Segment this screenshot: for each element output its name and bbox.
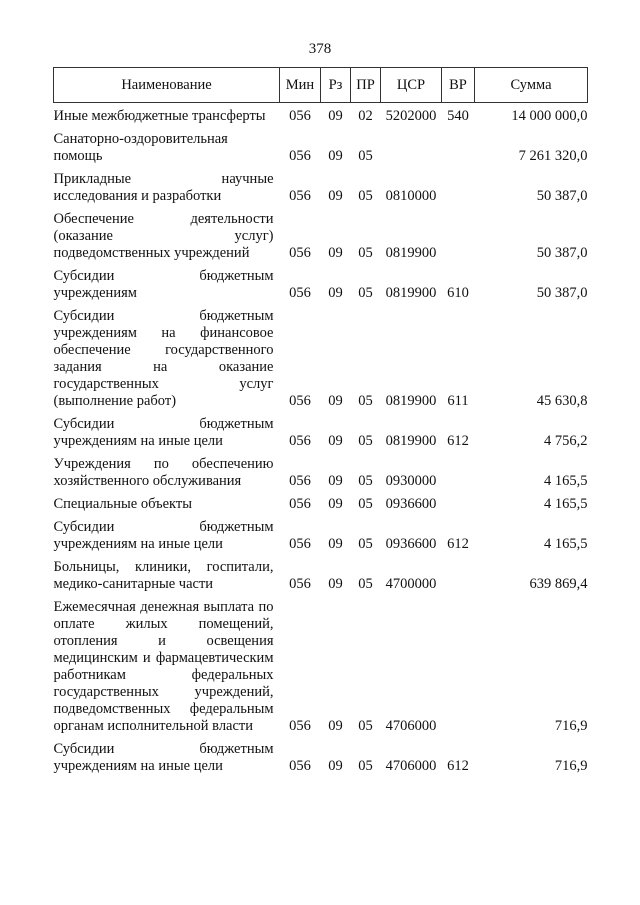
cell-name: Субсидии бюджетным учреждениям на иные цели <box>53 741 274 774</box>
table-row <box>54 410 588 450</box>
cell-rz: 09 <box>328 148 343 164</box>
table-row <box>54 205 588 262</box>
cell-rz: 09 <box>328 108 343 124</box>
cell-sum: 45 630,8 <box>536 393 588 409</box>
cell-sum: 7 261 320,0 <box>518 148 588 164</box>
cell-pr: 05 <box>358 285 373 301</box>
cell-rz: 09 <box>328 433 343 449</box>
cell-csr: 0819900 <box>385 245 437 261</box>
cell-sum: 4 165,5 <box>544 473 588 489</box>
cell-vr: 612 <box>447 758 469 774</box>
cell-name: Обеспечение деятельности (оказание услуг) подведомственных учреждений <box>53 211 274 261</box>
cell-csr: 4700000 <box>385 576 437 592</box>
table-row <box>54 513 588 553</box>
cell-csr: 0810000 <box>385 188 437 204</box>
cell-vr <box>442 125 475 165</box>
cell-min: 056 <box>289 108 311 124</box>
cell-sum: 4 165,5 <box>544 496 588 512</box>
cell-name: Учреждения по обеспечению хозяйственного обслуживания <box>53 456 274 489</box>
header-sum: Сумма <box>475 68 588 103</box>
cell-name: Прикладные научные исследования и разработки <box>53 171 274 204</box>
cell-vr <box>442 165 475 205</box>
cell-name: Больницы, клиники, госпитали, медико-санитарные части <box>53 559 274 592</box>
header-vr: ВР <box>442 68 475 103</box>
cell-rz: 09 <box>328 393 343 409</box>
header-pr: ПР <box>351 68 381 103</box>
budget-table <box>53 67 588 775</box>
cell-name: Субсидии бюджетным учреждениям <box>53 268 274 301</box>
table-body <box>54 103 588 776</box>
cell-csr: 4706000 <box>385 758 437 774</box>
cell-rz: 09 <box>328 473 343 489</box>
cell-rz: 09 <box>328 188 343 204</box>
table-row <box>54 262 588 302</box>
cell-pr: 05 <box>358 473 373 489</box>
cell-min: 056 <box>289 758 311 774</box>
cell-vr: 611 <box>447 393 469 409</box>
cell-name: Ежемесячная денежная выплата по оплате жилых помещений, отопления и освещения медицинским и фармацевтическим работникам федеральных государственных учреждений, подведомственных федеральным органам исполнительной власти <box>53 599 274 734</box>
cell-pr: 05 <box>358 576 373 592</box>
cell-min: 056 <box>289 473 311 489</box>
cell-pr: 05 <box>358 188 373 204</box>
cell-vr <box>442 205 475 262</box>
cell-csr: 4706000 <box>385 718 437 734</box>
cell-sum: 716,9 <box>554 758 588 774</box>
cell-vr <box>442 593 475 735</box>
cell-rz: 09 <box>328 576 343 592</box>
cell-name: Специальные объекты <box>53 496 192 512</box>
cell-name: Иные межбюджетные трансферты <box>53 108 266 124</box>
cell-vr: 540 <box>447 108 469 124</box>
cell-name: Субсидии бюджетным учреждениям на иные цели <box>53 416 274 449</box>
cell-vr: 610 <box>447 285 469 301</box>
cell-sum: 50 387,0 <box>536 285 588 301</box>
cell-vr <box>442 490 475 513</box>
table-row <box>54 553 588 593</box>
header-name: Наименование <box>54 68 280 103</box>
cell-min: 056 <box>289 536 311 552</box>
cell-name: Санаторно-оздоровительная помощь <box>53 131 228 164</box>
cell-pr: 05 <box>358 536 373 552</box>
cell-pr: 05 <box>358 148 373 164</box>
cell-pr: 05 <box>358 245 373 261</box>
header-min: Мин <box>280 68 321 103</box>
table-row <box>54 450 588 490</box>
cell-csr: 0819900 <box>385 285 437 301</box>
cell-vr <box>442 553 475 593</box>
cell-rz: 09 <box>328 758 343 774</box>
table-row <box>54 165 588 205</box>
cell-csr: 0819900 <box>385 393 437 409</box>
cell-rz: 09 <box>328 536 343 552</box>
table-row <box>54 103 588 126</box>
cell-min: 056 <box>289 148 311 164</box>
cell-rz: 09 <box>328 718 343 734</box>
cell-sum: 4 756,2 <box>544 433 588 449</box>
page-number: 378 <box>308 41 332 57</box>
header-rz: Рз <box>321 68 351 103</box>
cell-name: Субсидии бюджетным учреждениям на финансовое обеспечение государственного задания на оказание государственных услуг (выполнение работ) <box>53 308 274 409</box>
cell-csr: 0936600 <box>385 496 437 512</box>
cell-name: Субсидии бюджетным учреждениям на иные цели <box>53 519 274 552</box>
cell-csr: 5202000 <box>385 108 437 124</box>
cell-pr: 05 <box>358 433 373 449</box>
cell-min: 056 <box>289 433 311 449</box>
cell-rz: 09 <box>328 285 343 301</box>
table-row <box>54 593 588 735</box>
header-csr: ЦСР <box>381 68 442 103</box>
table-row <box>54 735 588 775</box>
table-row <box>54 302 588 410</box>
cell-sum: 14 000 000,0 <box>511 108 588 124</box>
cell-vr: 612 <box>447 433 469 449</box>
cell-csr: 0930000 <box>385 473 437 489</box>
cell-pr: 05 <box>358 393 373 409</box>
cell-sum: 4 165,5 <box>544 536 588 552</box>
cell-pr: 02 <box>358 108 373 124</box>
table-row <box>54 125 588 165</box>
cell-min: 056 <box>289 393 311 409</box>
cell-pr: 05 <box>358 758 373 774</box>
cell-csr: 0819900 <box>385 433 437 449</box>
cell-min: 056 <box>289 718 311 734</box>
cell-csr <box>381 125 442 165</box>
cell-csr: 0936600 <box>385 536 437 552</box>
table-header-row <box>54 68 588 103</box>
cell-sum: 716,9 <box>554 718 588 734</box>
cell-sum: 50 387,0 <box>536 188 588 204</box>
table-row <box>54 490 588 513</box>
cell-sum: 50 387,0 <box>536 245 588 261</box>
cell-pr: 05 <box>358 496 373 512</box>
cell-vr <box>442 450 475 490</box>
cell-vr: 612 <box>447 536 469 552</box>
cell-rz: 09 <box>328 245 343 261</box>
cell-sum: 639 869,4 <box>529 576 588 592</box>
cell-min: 056 <box>289 285 311 301</box>
cell-min: 056 <box>289 188 311 204</box>
cell-rz: 09 <box>328 496 343 512</box>
cell-min: 056 <box>289 496 311 512</box>
cell-min: 056 <box>289 245 311 261</box>
cell-pr: 05 <box>358 718 373 734</box>
cell-min: 056 <box>289 576 311 592</box>
